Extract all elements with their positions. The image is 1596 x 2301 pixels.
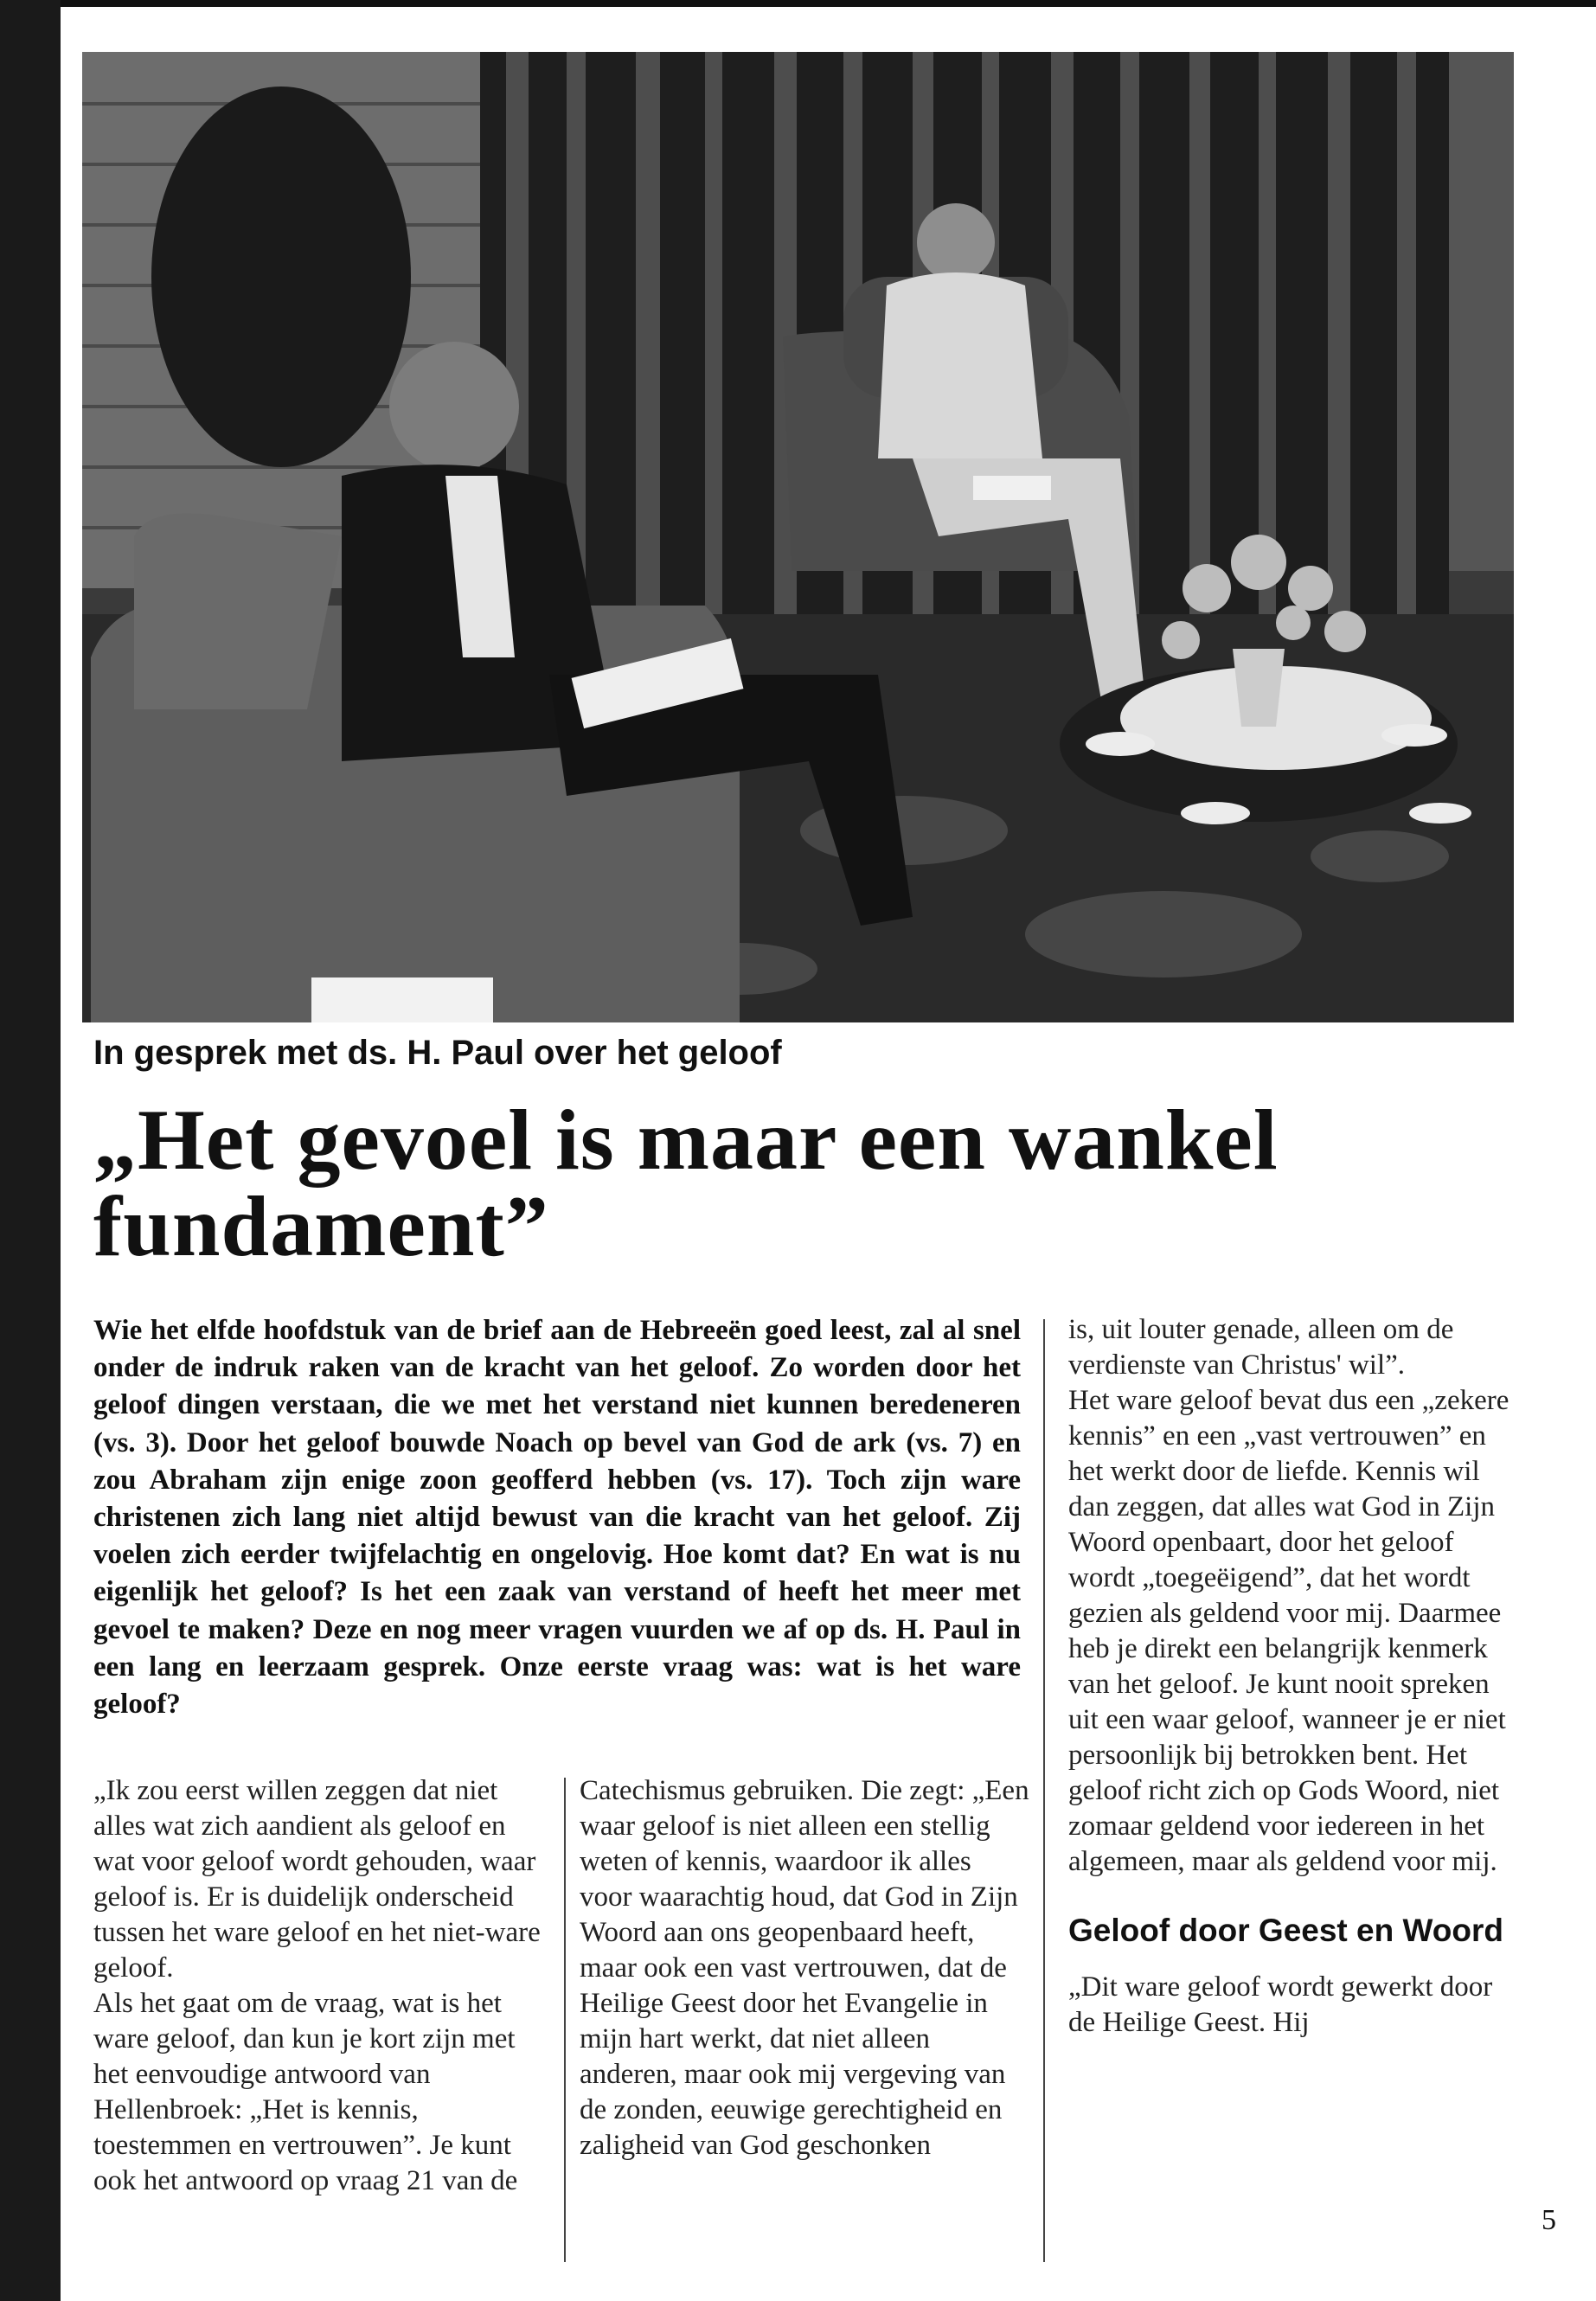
paragraph: Als het gaat om de vraag, wat is het ware geloof, dan kun je kort zijn met het eenvoudige antwoord van Hellenbroek: „Het is kennis, toestemmen en vertrouwen”. Je kunt ook het antwoord op vraag 21 van de <box>93 1988 518 2196</box>
paragraph: „Ik zou eerst willen zeggen dat niet alles wat zich aandient als geloof en wat voor geloof wordt gehouden, waar geloof is. Er is duidelijk onderscheid tussen het ware geloof en het niet-ware geloof. <box>93 1775 541 1984</box>
paragraph: Het ware geloof bevat dus een „zekere kennis” en een „vast vertrouwen” en het werkt door de liefde. Kennis wil dan zeggen, dat alles wat God in Zijn Woord openbaart, door het geloof wordt „toegeëigend”, dat het wordt gezien als geldend voor mij. Daarmee heb je direkt een belangrijk kenmerk van het geloof. Je kunt nooit spreken uit een waar geloof, wanneer je er niet persoonlijk bij betrokken bent. Het geloof richt zich op Gods Woord, niet zomaar geldend voor iedereen in het algemeen, maar als geldend voor mij. <box>1068 1385 1509 1877</box>
paragraph: Catechismus gebruiken. Die zegt: „Een waar geloof is niet alleen een stellig weten of kennis, waardoor ik alles voor waarachtig houd, dat God in Zijn Woord aan ons geopenbaard heeft, maar ook een vast vertrouwen, dat de Heilige Geest door het Evangelie in mijn hart werkt, dat niet alleen anderen, maar ook mij vergeving van de zonden, eeuwige gerechtigheid en zaligheid van God geschonken <box>580 1775 1029 2161</box>
article-kicker: In gesprek met ds. H. Paul over het geloof <box>93 1034 782 1072</box>
scan-edge <box>0 0 61 2301</box>
section-subheading: Geloof door Geest en Woord <box>1068 1913 1503 1948</box>
body-column-1 <box>93 1773 543 2199</box>
page-number: 5 <box>1542 2204 1556 2236</box>
column-divider <box>564 1778 566 2262</box>
article-intro: Wie het elfde hoofdstuk van de brief aan de Hebreeën goed leest, zal al snel onder de indruk raken van de kracht van het geloof. Zo worden door het geloof dingen verstaan, die we met het verstand niet kunnen beredeneren (vs. 3). Door het geloof bouwde Noach op bevel van God de ark (vs. 7) en zou Abraham zijn enige zoon geofferd hebben (vs. 17). Toch zijn ware christenen zich lang niet altijd bewust van die kracht van het geloof. Zij voelen zich eerder twijfelachtig en ongelovig. Hoe komt dat? En wat is nu eigenlijk het geloof? Is het een zaak van verstand of heeft het meer met gevoel te maken? Deze en nog meer vragen vuurden we af op ds. H. Paul in een lang en leerzaam gesprek. Onze eerste vraag was: wat is het ware geloof? <box>93 1315 1021 1721</box>
column-divider <box>1043 1319 1045 2262</box>
top-rule <box>61 0 1596 7</box>
body-column-3 <box>1068 1312 1518 2041</box>
body-column-2 <box>580 1773 1029 2163</box>
paragraph: „Dit ware geloof wordt gewerkt door de Heilige Geest. Hij <box>1068 1971 1493 2038</box>
paragraph: is, uit louter genade, alleen om de verdienste van Christus' wil”. <box>1068 1314 1454 1381</box>
article-headline: „Het gevoel is maar een wankel fundament” <box>93 1092 1279 1274</box>
interview-photo <box>82 52 1514 1022</box>
